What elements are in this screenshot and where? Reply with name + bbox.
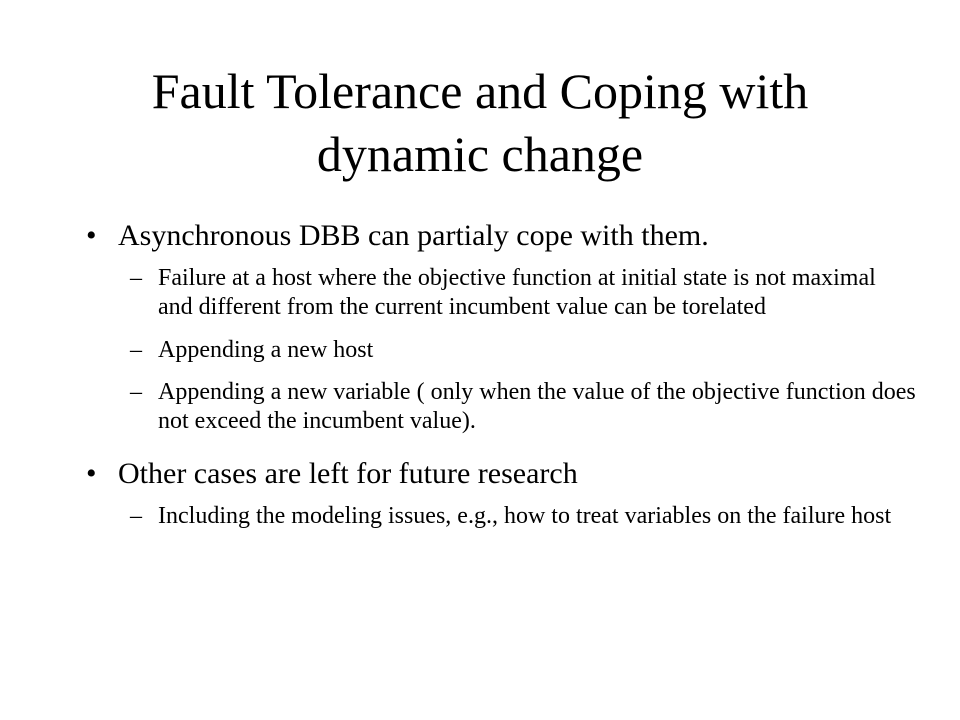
bullet-text: Other cases are left for future research: [118, 456, 578, 490]
dash-icon: –: [130, 265, 142, 291]
title-line-1: Fault Tolerance and Coping with: [151, 63, 809, 119]
dash-icon: –: [130, 379, 142, 406]
bullet-text: Asynchronous DBB can partialy cope with them.: [118, 219, 709, 252]
slide-body: [86, 218, 916, 551]
bullet-group: [86, 218, 916, 436]
sub-bullet-item: [86, 264, 916, 322]
dash-icon: –: [130, 336, 142, 363]
title-line-2: dynamic change: [316, 125, 644, 182]
sub-bullet-text: Appending a new variable ( only when the value of the objective function does not exceed the incumbent value).: [158, 379, 916, 435]
sub-bullet-text: Failure at a host where the objective function at initial state is not maximal and different from the current incumbent value can be torelated: [158, 265, 876, 320]
sub-bullet-item: [86, 378, 916, 436]
bullet-icon: •: [86, 456, 97, 490]
sub-bullet-text: Appending a new host: [158, 336, 374, 363]
bullet-group: [86, 456, 916, 531]
bullet-item: [86, 456, 916, 492]
dash-icon: –: [130, 502, 142, 529]
sub-bullet-item: [86, 502, 916, 531]
bullet-item: [86, 218, 916, 254]
slide-title: [40, 60, 920, 185]
sub-bullet-item: [86, 336, 916, 365]
bullet-icon: •: [86, 219, 97, 252]
sub-bullet-text: Including the modeling issues, e.g., how to treat variables on the failure host: [158, 502, 892, 529]
